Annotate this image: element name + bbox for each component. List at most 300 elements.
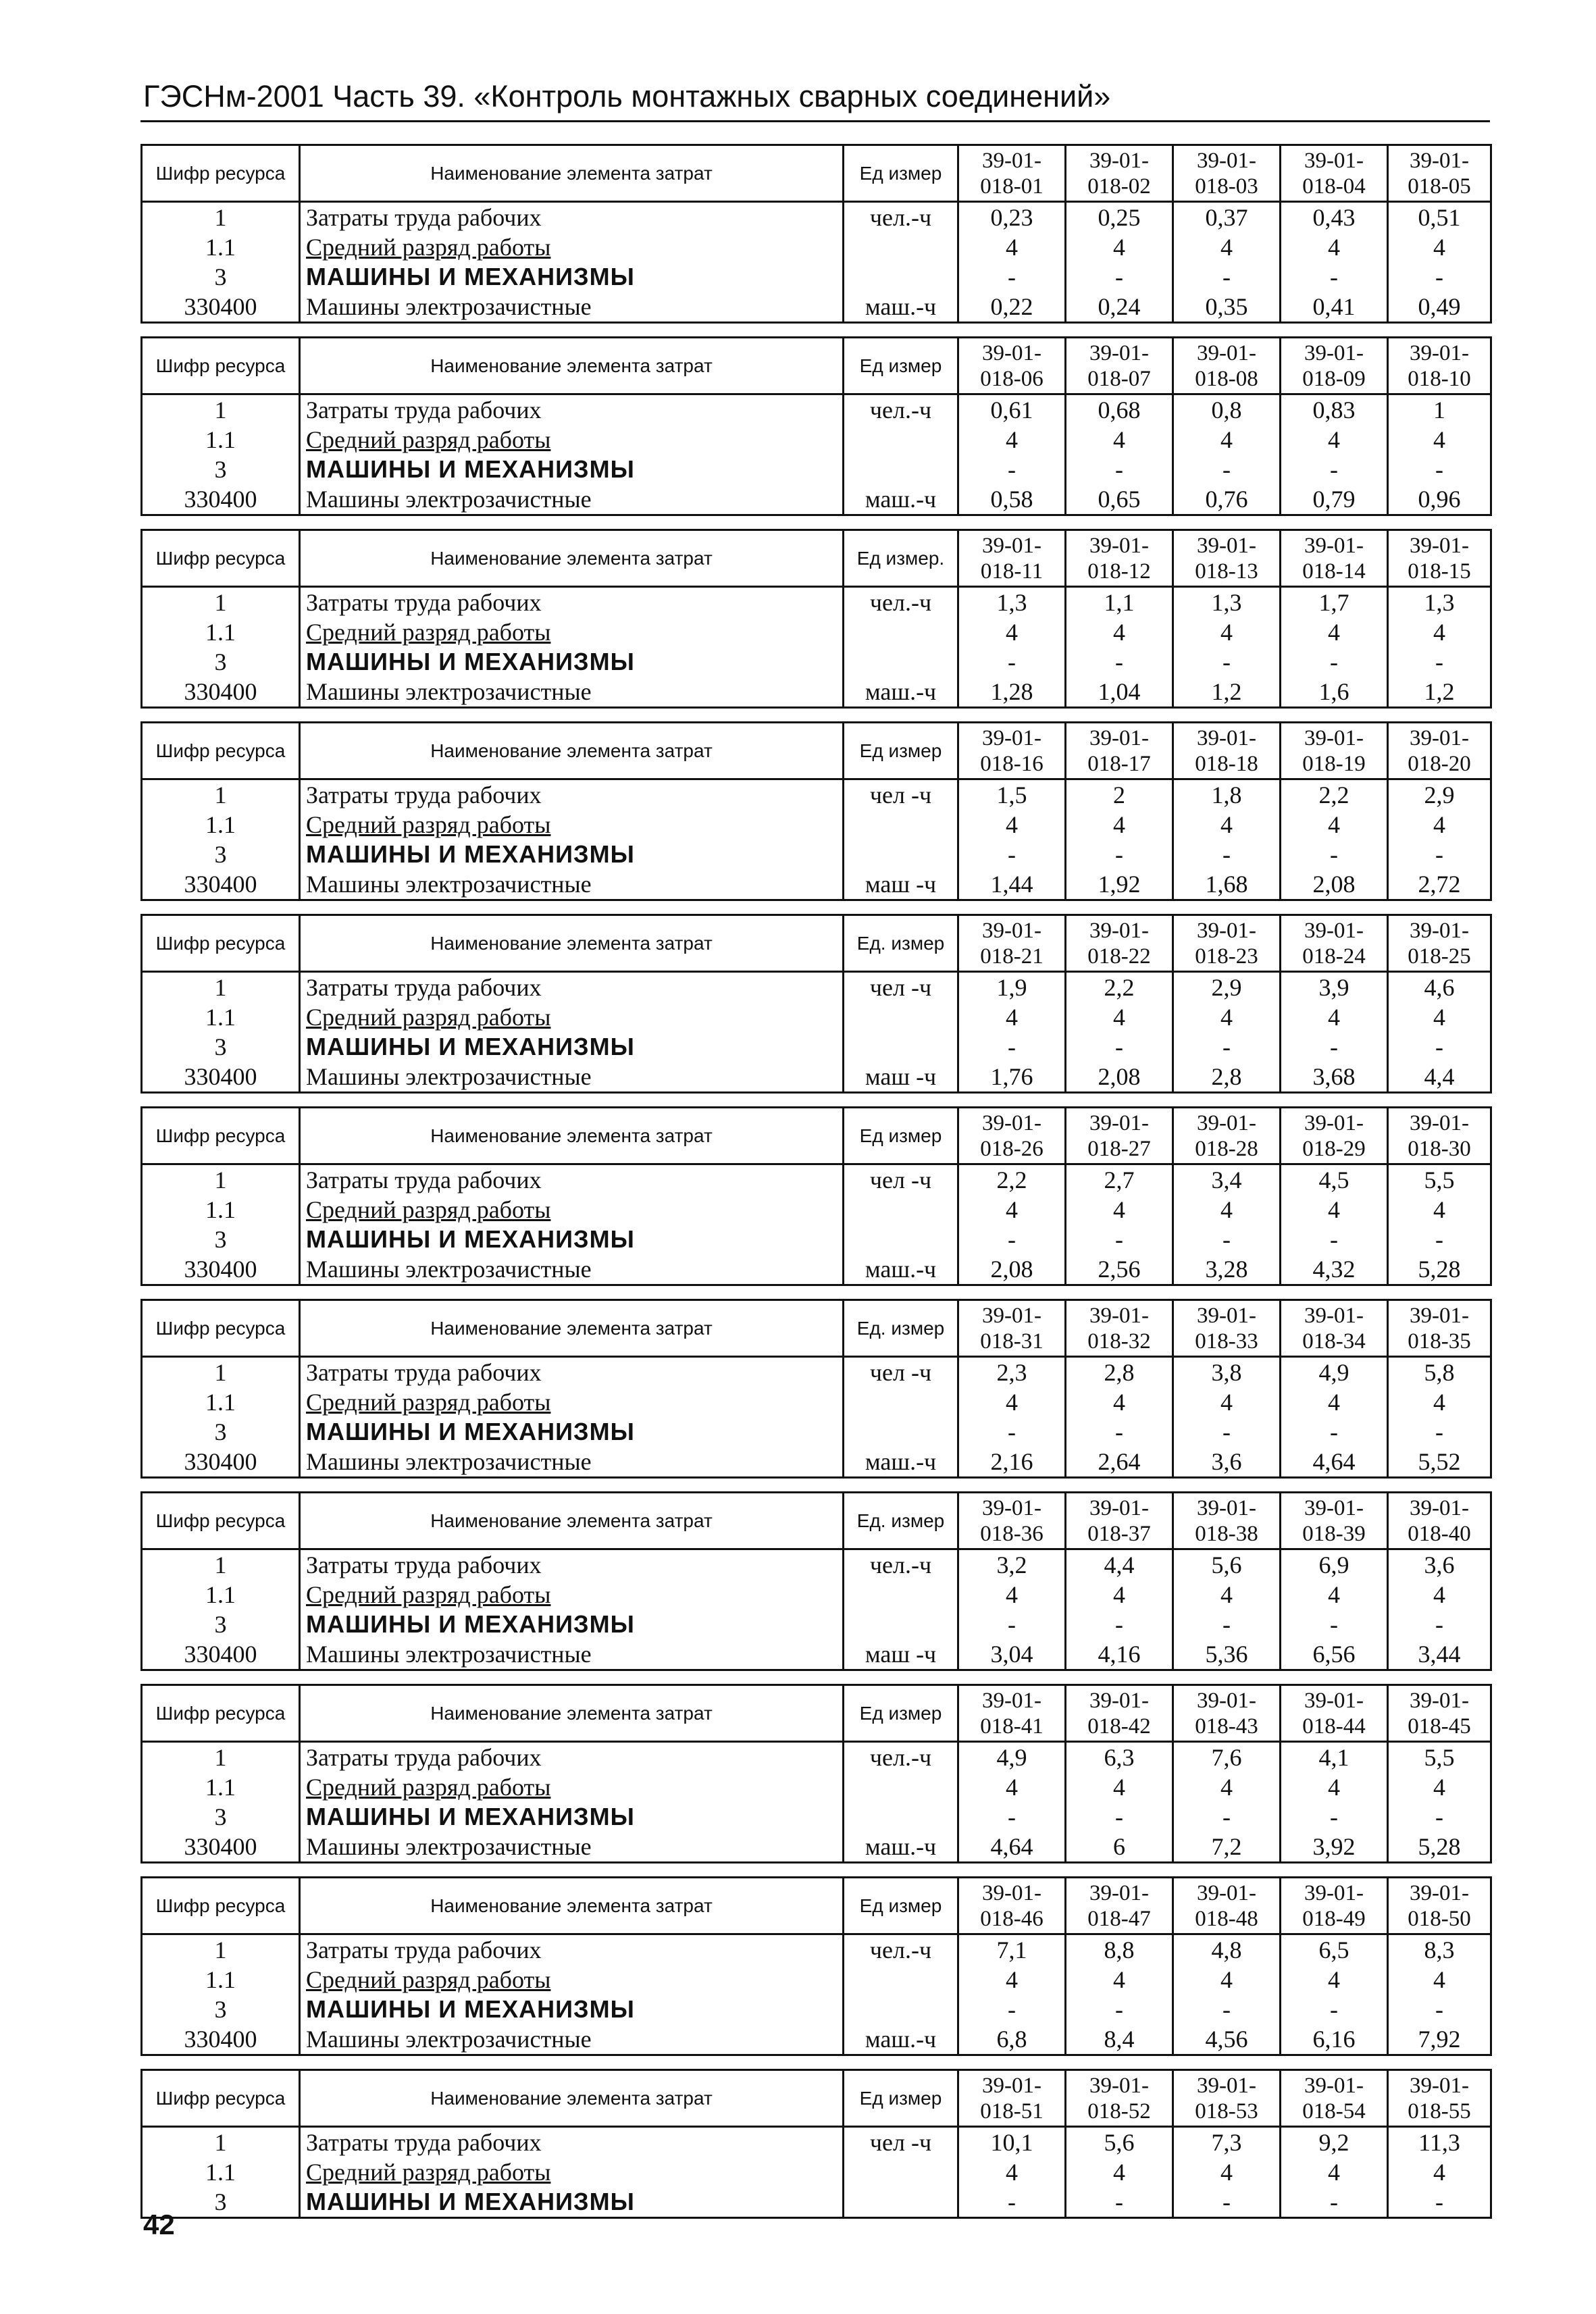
resource-code-cell: 1	[142, 2127, 300, 2158]
value-cell: 5,52	[1388, 1447, 1491, 1478]
value-cell: -	[1281, 455, 1388, 484]
norm-code-cell: 39-01- 018-33	[1173, 1300, 1281, 1357]
value-cell: -	[1173, 1610, 1281, 1639]
norm-code-cell: 39-01- 018-26	[958, 1108, 1066, 1164]
value-cell: -	[958, 455, 1066, 484]
resource-code-cell: 1	[142, 779, 300, 811]
resource-name-cell: МАШИНЫ И МЕХАНИЗМЫ	[300, 647, 844, 677]
value-cell: 2,3	[958, 1357, 1066, 1388]
table-row-welder	[142, 1254, 1491, 1285]
unit-cell: маш.-ч	[844, 2024, 958, 2055]
resource-name-cell: Машины электрозачистные	[300, 1639, 844, 1670]
value-cell: 1,2	[1173, 677, 1281, 708]
value-cell: 4	[1066, 617, 1173, 647]
header-divider	[140, 120, 1490, 122]
value-cell: 4	[958, 232, 1066, 262]
page-header-title: ГЭСНм-2001 Часть 39. «Контроль монтажных сварных соединений»	[143, 79, 1111, 113]
unit-cell: маш.-ч	[844, 292, 958, 323]
resource-name-cell: Машины электрозачистные	[300, 484, 844, 515]
resource-name-cell: МАШИНЫ И МЕХАНИЗМЫ	[300, 1032, 844, 1062]
value-cell: -	[1388, 840, 1491, 869]
value-cell: 6,8	[958, 2024, 1066, 2055]
value-cell: 0,8	[1173, 394, 1281, 426]
value-cell: 4	[1281, 425, 1388, 455]
value-cell: 4,6	[1388, 972, 1491, 1003]
resource-code-cell: 1.1	[142, 1002, 300, 1032]
header-unit-cell: Ед измер	[844, 2070, 958, 2127]
value-cell: 4	[958, 617, 1066, 647]
norm-code-cell: 39-01- 018-34	[1281, 1300, 1388, 1357]
resource-code-cell: 330400	[142, 2024, 300, 2055]
value-cell: 1,6	[1281, 677, 1388, 708]
resource-code-cell: 1	[142, 587, 300, 618]
resource-name-cell: Затраты труда рабочих	[300, 2127, 844, 2158]
value-cell: 5,5	[1388, 1742, 1491, 1773]
norm-code-cell: 39-01- 018-04	[1281, 145, 1388, 202]
value-cell: 4	[1388, 1965, 1491, 1995]
resource-name-cell: МАШИНЫ И МЕХАНИЗМЫ	[300, 2187, 844, 2218]
value-cell: 8,4	[1066, 2024, 1173, 2055]
value-cell: -	[1173, 455, 1281, 484]
table-header-row	[142, 1878, 1491, 1934]
value-cell: 4,9	[958, 1742, 1066, 1773]
resource-name-cell: МАШИНЫ И МЕХАНИЗМЫ	[300, 262, 844, 292]
value-cell: 4	[958, 1965, 1066, 1995]
resource-code-cell: 3	[142, 1225, 300, 1254]
value-cell: -	[1066, 1802, 1173, 1832]
header-unit-cell: Ед измер	[844, 338, 958, 394]
unit-cell: маш.-ч	[844, 1447, 958, 1478]
value-cell: 0,25	[1066, 202, 1173, 233]
table-row-machines	[142, 1610, 1491, 1639]
value-cell: -	[1281, 647, 1388, 677]
value-cell: 4,32	[1281, 1254, 1388, 1285]
value-cell: -	[1388, 1802, 1491, 1832]
value-cell: 6,16	[1281, 2024, 1388, 2055]
norm-code-cell: 39-01- 018-53	[1173, 2070, 1281, 2127]
header-unit-cell: Ед. измер	[844, 915, 958, 972]
value-cell: -	[1388, 1417, 1491, 1447]
value-cell: 4	[1281, 810, 1388, 840]
resource-name-cell: МАШИНЫ И МЕХАНИЗМЫ	[300, 455, 844, 484]
table-row-welder	[142, 677, 1491, 708]
resource-name-cell: Машины электрозачистные	[300, 1062, 844, 1093]
norm-code-cell: 39-01- 018-02	[1066, 145, 1173, 202]
value-cell: 1,28	[958, 677, 1066, 708]
value-cell: 4	[958, 425, 1066, 455]
value-cell: 4	[1173, 810, 1281, 840]
value-cell: -	[1281, 1417, 1388, 1447]
resource-code-cell: 1.1	[142, 1965, 300, 1995]
value-cell: 4	[1066, 1772, 1173, 1802]
table-row-machines	[142, 647, 1491, 677]
norm-code-cell: 39-01- 018-31	[958, 1300, 1066, 1357]
value-cell: 4	[1281, 1195, 1388, 1225]
unit-cell	[844, 1802, 958, 1832]
value-cell: 5,6	[1173, 1549, 1281, 1580]
value-cell: -	[958, 1610, 1066, 1639]
resource-name-cell: МАШИНЫ И МЕХАНИЗМЫ	[300, 1610, 844, 1639]
header-name-cell: Наименование элемента затрат	[300, 1108, 844, 1164]
norm-code-cell: 39-01- 018-23	[1173, 915, 1281, 972]
norm-code-cell: 39-01- 018-37	[1066, 1493, 1173, 1549]
value-cell: 2,08	[958, 1254, 1066, 1285]
table-header-row	[142, 338, 1491, 394]
value-cell: 4	[1066, 1002, 1173, 1032]
value-cell: 5,28	[1388, 1254, 1491, 1285]
norm-code-cell: 39-01- 018-05	[1388, 145, 1491, 202]
value-cell: -	[1173, 1995, 1281, 2024]
norm-code-cell: 39-01- 018-27	[1066, 1108, 1173, 1164]
value-cell: 3,6	[1173, 1447, 1281, 1478]
header-unit-cell: Ед измер	[844, 1108, 958, 1164]
value-cell: -	[1066, 1610, 1173, 1639]
value-cell: -	[1173, 1802, 1281, 1832]
resource-name-cell: Машины электрозачистные	[300, 2024, 844, 2055]
value-cell: 0,65	[1066, 484, 1173, 515]
norm-code-cell: 39-01- 018-42	[1066, 1685, 1173, 1742]
value-cell: 0,61	[958, 394, 1066, 426]
unit-cell: чел.-ч	[844, 1934, 958, 1965]
value-cell: 5,6	[1066, 2127, 1173, 2158]
norms-table	[140, 721, 1492, 901]
resource-name-cell: Машины электрозачистные	[300, 1832, 844, 1863]
resource-code-cell: 1.1	[142, 1772, 300, 1802]
value-cell: 4	[1281, 617, 1388, 647]
value-cell: -	[1388, 262, 1491, 292]
unit-cell: маш.-ч	[844, 484, 958, 515]
norms-table	[140, 2069, 1492, 2219]
table-header-row	[142, 1685, 1491, 1742]
value-cell: 4	[1281, 1387, 1388, 1417]
value-cell: -	[1066, 1032, 1173, 1062]
table-header-row	[142, 723, 1491, 779]
norm-code-cell: 39-01- 018-52	[1066, 2070, 1173, 2127]
value-cell: 2,8	[1066, 1357, 1173, 1388]
table-row-grade	[142, 1580, 1491, 1610]
value-cell: 1,3	[1388, 587, 1491, 618]
resource-name-cell: Средний разряд работы	[300, 617, 844, 647]
value-cell: 4	[1388, 2157, 1491, 2187]
value-cell: 4	[1388, 617, 1491, 647]
unit-cell	[844, 1417, 958, 1447]
header-code-cell: Шифр ресурса	[142, 915, 300, 972]
table-row-grade	[142, 1002, 1491, 1032]
value-cell: 5,5	[1388, 1164, 1491, 1195]
table-row-machines	[142, 262, 1491, 292]
value-cell: 2,7	[1066, 1164, 1173, 1195]
resource-code-cell: 3	[142, 1417, 300, 1447]
table-row-welder	[142, 2024, 1491, 2055]
value-cell: -	[1388, 647, 1491, 677]
unit-cell: чел.-ч	[844, 394, 958, 426]
value-cell: 3,6	[1388, 1549, 1491, 1580]
value-cell: 1,9	[958, 972, 1066, 1003]
value-cell: -	[1281, 262, 1388, 292]
norm-code-cell: 39-01- 018-11	[958, 530, 1066, 587]
value-cell: 4,4	[1066, 1549, 1173, 1580]
value-cell: 2,08	[1281, 869, 1388, 900]
value-cell: 6,56	[1281, 1639, 1388, 1670]
value-cell: 3,04	[958, 1639, 1066, 1670]
value-cell: 4	[1281, 2157, 1388, 2187]
resource-name-cell: Средний разряд работы	[300, 425, 844, 455]
table-header-row	[142, 1493, 1491, 1549]
unit-cell: маш.-ч	[844, 677, 958, 708]
value-cell: 4	[1388, 1772, 1491, 1802]
unit-cell: чел -ч	[844, 2127, 958, 2158]
resource-name-cell: Машины электрозачистные	[300, 1447, 844, 1478]
norm-code-cell: 39-01- 018-54	[1281, 2070, 1388, 2127]
value-cell: 7,1	[958, 1934, 1066, 1965]
value-cell: 11,3	[1388, 2127, 1491, 2158]
unit-cell: чел.-ч	[844, 587, 958, 618]
value-cell: 6,3	[1066, 1742, 1173, 1773]
value-cell: 4,4	[1388, 1062, 1491, 1093]
value-cell: 4,8	[1173, 1934, 1281, 1965]
value-cell: 4,9	[1281, 1357, 1388, 1388]
table-row-labor	[142, 1357, 1491, 1388]
value-cell: -	[1281, 840, 1388, 869]
resource-name-cell: Машины электрозачистные	[300, 292, 844, 323]
value-cell: 2,2	[958, 1164, 1066, 1195]
norm-code-cell: 39-01- 018-12	[1066, 530, 1173, 587]
table-row-machines	[142, 1995, 1491, 2024]
norm-code-cell: 39-01- 018-39	[1281, 1493, 1388, 1549]
norm-code-cell: 39-01- 018-51	[958, 2070, 1066, 2127]
value-cell: 3,44	[1388, 1639, 1491, 1670]
resource-name-cell: Затраты труда рабочих	[300, 1934, 844, 1965]
value-cell: 7,92	[1388, 2024, 1491, 2055]
norm-code-cell: 39-01- 018-48	[1173, 1878, 1281, 1934]
value-cell: -	[958, 1802, 1066, 1832]
header-code-cell: Шифр ресурса	[142, 2070, 300, 2127]
resource-name-cell: Средний разряд работы	[300, 1580, 844, 1610]
table-header-row	[142, 530, 1491, 587]
norm-code-cell: 39-01- 018-24	[1281, 915, 1388, 972]
value-cell: 1,3	[1173, 587, 1281, 618]
resource-code-cell: 1.1	[142, 1580, 300, 1610]
norm-code-cell: 39-01- 018-18	[1173, 723, 1281, 779]
header-code-cell: Шифр ресурса	[142, 723, 300, 779]
header-unit-cell: Ед измер	[844, 723, 958, 779]
resource-name-cell: МАШИНЫ И МЕХАНИЗМЫ	[300, 1417, 844, 1447]
table-row-welder	[142, 1832, 1491, 1863]
value-cell: 2,08	[1066, 1062, 1173, 1093]
header-code-cell: Шифр ресурса	[142, 338, 300, 394]
value-cell: 1,76	[958, 1062, 1066, 1093]
value-cell: 2,64	[1066, 1447, 1173, 1478]
resource-name-cell: Затраты труда рабочих	[300, 1357, 844, 1388]
resource-code-cell: 1.1	[142, 1195, 300, 1225]
value-cell: 6,9	[1281, 1549, 1388, 1580]
header-code-cell: Шифр ресурса	[142, 1878, 300, 1934]
norm-code-cell: 39-01- 018-03	[1173, 145, 1281, 202]
value-cell: 1,8	[1173, 779, 1281, 811]
resource-code-cell: 3	[142, 262, 300, 292]
header-name-cell: Наименование элемента затрат	[300, 530, 844, 587]
value-cell: 6	[1066, 1832, 1173, 1863]
resource-code-cell: 1	[142, 1934, 300, 1965]
value-cell: 4	[1173, 2157, 1281, 2187]
value-cell: 4	[1388, 425, 1491, 455]
norm-code-cell: 39-01- 018-22	[1066, 915, 1173, 972]
norms-table	[140, 1491, 1492, 1671]
value-cell: 1,04	[1066, 677, 1173, 708]
table-row-labor	[142, 1549, 1491, 1580]
table-row-grade	[142, 617, 1491, 647]
value-cell: 4	[1281, 1772, 1388, 1802]
value-cell: 0,37	[1173, 202, 1281, 233]
resource-name-cell: Затраты труда рабочих	[300, 394, 844, 426]
value-cell: 3,9	[1281, 972, 1388, 1003]
value-cell: 0,51	[1388, 202, 1491, 233]
value-cell: 2,9	[1388, 779, 1491, 811]
value-cell: 4	[958, 1002, 1066, 1032]
table-row-labor	[142, 394, 1491, 426]
page-number: 42	[143, 2209, 175, 2240]
value-cell: 4	[1281, 1580, 1388, 1610]
resource-code-cell: 1	[142, 394, 300, 426]
resource-code-cell: 3	[142, 2187, 300, 2218]
value-cell: -	[1066, 1995, 1173, 2024]
value-cell: -	[1173, 262, 1281, 292]
unit-cell: чел -ч	[844, 972, 958, 1003]
value-cell: 4	[1066, 425, 1173, 455]
value-cell: 2,2	[1281, 779, 1388, 811]
value-cell: 3,92	[1281, 1832, 1388, 1863]
value-cell: 4	[1388, 232, 1491, 262]
value-cell: 4,1	[1281, 1742, 1388, 1773]
unit-cell	[844, 840, 958, 869]
resource-code-cell: 1.1	[142, 425, 300, 455]
value-cell: 4	[958, 1580, 1066, 1610]
unit-cell	[844, 1387, 958, 1417]
table-row-machines	[142, 1802, 1491, 1832]
resource-code-cell: 330400	[142, 292, 300, 323]
value-cell: 7,6	[1173, 1742, 1281, 1773]
value-cell: -	[1173, 1032, 1281, 1062]
value-cell: 4	[1173, 1002, 1281, 1032]
resource-code-cell: 3	[142, 1802, 300, 1832]
table-row-labor	[142, 202, 1491, 233]
table-row-grade	[142, 1772, 1491, 1802]
unit-cell: чел.-ч	[844, 1742, 958, 1773]
value-cell: -	[1173, 2187, 1281, 2218]
norm-code-cell: 39-01- 018-28	[1173, 1108, 1281, 1164]
value-cell: 4	[1281, 232, 1388, 262]
table-header-row	[142, 145, 1491, 202]
value-cell: -	[1281, 2187, 1388, 2218]
norm-code-cell: 39-01- 018-15	[1388, 530, 1491, 587]
value-cell: -	[1388, 455, 1491, 484]
resource-name-cell: Средний разряд работы	[300, 1965, 844, 1995]
value-cell: -	[958, 262, 1066, 292]
value-cell: 4,64	[1281, 1447, 1388, 1478]
unit-cell	[844, 647, 958, 677]
value-cell: 4	[1066, 810, 1173, 840]
norm-code-cell: 39-01- 018-43	[1173, 1685, 1281, 1742]
norms-table	[140, 1106, 1492, 1286]
resource-code-cell: 330400	[142, 869, 300, 900]
norm-code-cell: 39-01- 018-29	[1281, 1108, 1388, 1164]
value-cell: 3,8	[1173, 1357, 1281, 1388]
value-cell: 3,4	[1173, 1164, 1281, 1195]
norm-code-cell: 39-01- 018-06	[958, 338, 1066, 394]
value-cell: 0,35	[1173, 292, 1281, 323]
unit-cell	[844, 2187, 958, 2218]
value-cell: 4	[1066, 1580, 1173, 1610]
value-cell: -	[1388, 1610, 1491, 1639]
unit-cell	[844, 1995, 958, 2024]
table-row-labor	[142, 1164, 1491, 1195]
norm-code-cell: 39-01- 018-07	[1066, 338, 1173, 394]
value-cell: 4	[1281, 1965, 1388, 1995]
table-row-labor	[142, 779, 1491, 811]
value-cell: 4	[958, 1195, 1066, 1225]
resource-name-cell: Средний разряд работы	[300, 1772, 844, 1802]
value-cell: -	[1066, 1225, 1173, 1254]
unit-cell: маш -ч	[844, 1639, 958, 1670]
norm-code-cell: 39-01- 018-08	[1173, 338, 1281, 394]
header-code-cell: Шифр ресурса	[142, 145, 300, 202]
value-cell: 0,58	[958, 484, 1066, 515]
value-cell: 4	[958, 810, 1066, 840]
resource-name-cell: Затраты труда рабочих	[300, 779, 844, 811]
table-row-machines	[142, 2187, 1491, 2218]
resource-code-cell: 1.1	[142, 232, 300, 262]
norm-code-cell: 39-01- 018-35	[1388, 1300, 1491, 1357]
unit-cell	[844, 425, 958, 455]
norms-table	[140, 529, 1492, 709]
unit-cell	[844, 232, 958, 262]
resource-code-cell: 3	[142, 1032, 300, 1062]
resource-name-cell: МАШИНЫ И МЕХАНИЗМЫ	[300, 1995, 844, 2024]
value-cell: -	[958, 840, 1066, 869]
unit-cell: маш -ч	[844, 1062, 958, 1093]
value-cell: 4,64	[958, 1832, 1066, 1863]
value-cell: 2	[1066, 779, 1173, 811]
header-unit-cell: Ед измер	[844, 145, 958, 202]
norm-code-cell: 39-01- 018-25	[1388, 915, 1491, 972]
value-cell: -	[958, 1417, 1066, 1447]
table-row-grade	[142, 425, 1491, 455]
resource-code-cell: 3	[142, 1995, 300, 2024]
resource-code-cell: 1.1	[142, 1387, 300, 1417]
value-cell: 4	[1173, 1772, 1281, 1802]
resource-name-cell: Затраты труда рабочих	[300, 1742, 844, 1773]
value-cell: -	[1173, 840, 1281, 869]
unit-cell: чел -ч	[844, 779, 958, 811]
resource-code-cell: 3	[142, 840, 300, 869]
table-row-grade	[142, 1387, 1491, 1417]
value-cell: -	[1173, 1417, 1281, 1447]
norms-table	[140, 336, 1492, 516]
value-cell: 2,8	[1173, 1062, 1281, 1093]
table-row-machines	[142, 1417, 1491, 1447]
unit-cell	[844, 1002, 958, 1032]
value-cell: 4	[1173, 232, 1281, 262]
resource-code-cell: 3	[142, 647, 300, 677]
value-cell: 4	[958, 1387, 1066, 1417]
header-unit-cell: Ед измер.	[844, 530, 958, 587]
value-cell: 8,3	[1388, 1934, 1491, 1965]
value-cell: -	[1066, 647, 1173, 677]
table-row-grade	[142, 1965, 1491, 1995]
unit-cell	[844, 810, 958, 840]
unit-cell: чел -ч	[844, 1357, 958, 1388]
resource-name-cell: Средний разряд работы	[300, 810, 844, 840]
